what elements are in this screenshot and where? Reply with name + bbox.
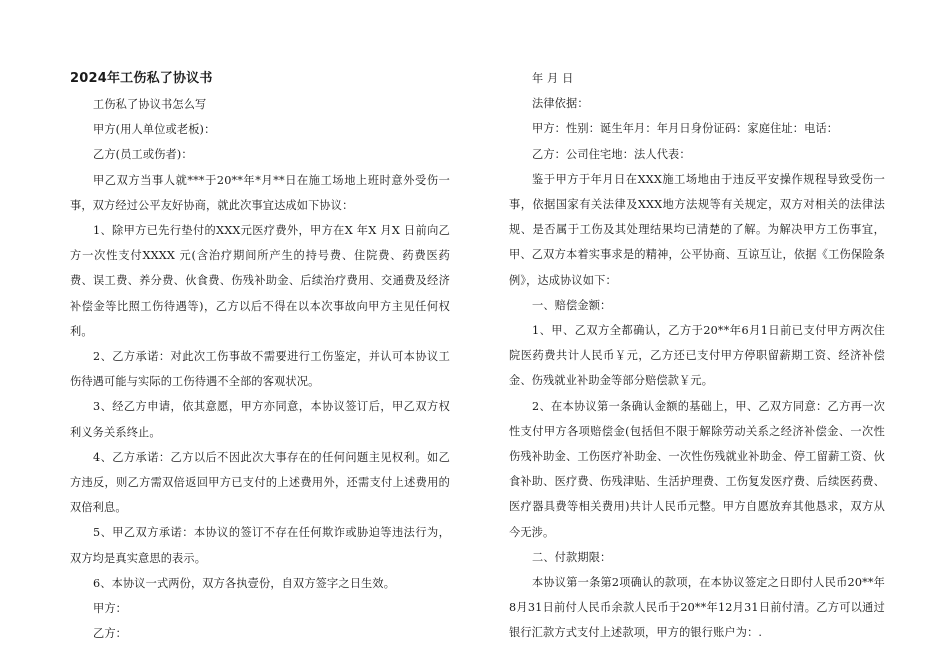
paragraph: 乙方(员工或伤者)：: [93, 148, 193, 162]
paragraph: 1、甲、乙双方全都确认，乙方于20**年6月1日前已支付甲方两次住院医药费共计人民币￥元，乙方还已支付甲方停职留薪期工资、经济补偿金、伤残就业补助金等部分赔偿款￥元。: [509, 324, 885, 388]
paragraph: 6、本协议一式两份，双方各执壹份，自双方签字之日生效。: [93, 576, 396, 590]
paragraph: 4、乙方承诺：乙方以后不因此次大事存在的任何问题主见权利。如乙方违反，则乙方需双倍返回甲方已支付的上述费用外，还需支付上述费用的双倍利息。: [70, 450, 450, 515]
section-heading: 一、赔偿金额：: [532, 298, 612, 312]
paragraph: 鉴于甲方于年月日在XXX施工场地由于违反平安操作规程导致受伤一事，依据国家有关法律及XXX地方法规等有关规定，双方对相关的法律法规、是否属于工伤及其处理结果均已清楚的了解。为解决甲方工伤事宜，甲、乙双方本着实事求是的精神，公平协商、互谅互让，依据《工伤保险条例》，达成协议如下：: [509, 172, 885, 287]
paragraph: 本协议第一条第2项确认的款项，在本协议签定之日即付人民币20**年8月31日前付人民币余款人民币于20**年12月31日前付清。乙方可以通过银行汇款方式支付上述款项，甲方的银行账户为：.: [509, 576, 885, 640]
date-line: 年 月 日: [532, 72, 574, 85]
paragraph: 工伤私了协议书怎么写: [93, 98, 207, 111]
paragraph: 3、经乙方申请，依其意愿，甲方亦同意，本协议签订后，甲乙双方权利义务关系终止。: [70, 400, 450, 439]
paragraph: 2、乙方承诺：对此次工伤事故不需要进行工伤鉴定，并认可本协议工伤待遇可能与实际的工伤待遇不全部的客观状况。: [70, 350, 450, 389]
paragraph: 甲方(用人单位或老板)：: [93, 123, 216, 137]
section-heading: 二、付款期限：: [532, 550, 612, 564]
paragraph: 1、除甲方已先行垫付的XXX元医疗费外，甲方在X 年X 月X 日前向乙方一次性支付XXXX 元(含治疗期间所产生的持号费、住院费、药费医药费、误工费、养分费、伙食费、伤残补助金、后续治疗费用、交通费及经济补偿金等比照工伤待遇等)，乙方以后不得在以本次事故向甲方主见任何权利。: [70, 224, 450, 338]
left-column: [70, 66, 450, 646]
section-heading: 法律依据：: [532, 97, 589, 111]
paragraph: 甲乙双方当事人就***于20**年*月**日在施工场地上班时意外受伤一事，双方经过公平友好协商，就此次事宜达成如下协议：: [70, 173, 450, 212]
paragraph: 乙方：公司住宅地：法人代表：: [532, 147, 691, 161]
paragraph: 5、甲乙双方承诺：本协议的签订不存在任何欺诈或胁迫等违法行为，双方均是真实意思的表示。: [70, 526, 450, 565]
signature-line-party-a: 甲方：: [93, 602, 128, 616]
paragraph: 2、在本协议第一条确认金额的基础上，甲、乙双方同意：乙方再一次性支付甲方各项赔偿金(包括但不限于解除劳动关系之经济补偿金、一次性伤残补助金、工伤医疗补助金、一次性伤残就业补助金、停工留薪工资、伙食补助、医疗费、伤残津贴、生活护理费、工伤复发医疗费、后续医药费、医疗器具费等相关费用)共计人民币元整。甲方自愿放弃其他恳求，双方从今无涉。: [509, 399, 885, 539]
document-title: 2024年工伤私了协议书: [70, 71, 213, 86]
signature-line-party-b: 乙方：: [93, 627, 128, 641]
right-column: [509, 66, 885, 646]
paragraph: 甲方：性别：诞生年月：年月日身份证码：家庭住址：电话：: [532, 122, 839, 136]
